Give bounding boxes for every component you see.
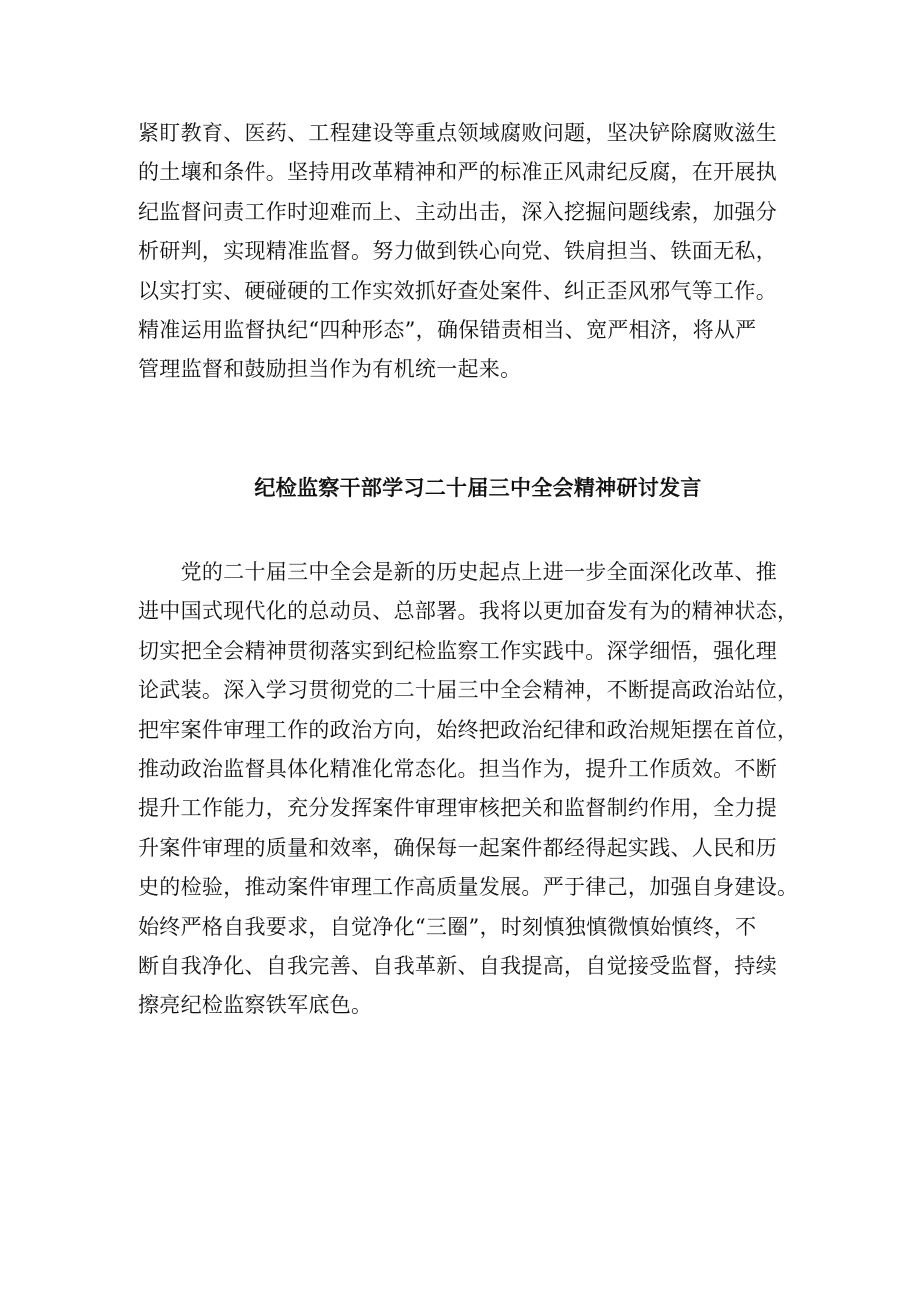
paragraph-line: 析研判，实现精准监督。努力做到铁心向党、铁肩担当、铁面无私， (138, 239, 777, 264)
paragraph-line: 提升工作能力，充分发挥案件审理审核把关和监督制约作用，全力提 (138, 796, 777, 821)
body-paragraph-1 (138, 114, 818, 390)
paragraph-line: 推动政治监督具体化精准化常态化。担当作为，提升工作质效。不断 (138, 757, 777, 782)
paragraph-line: 以实打实、硬碰硬的工作实效抓好查处案件、纠正歪风邪气等工作。 (138, 278, 777, 303)
paragraph-line: 精准运用监督执纪“四种形态”，确保错责相当、宽严相济，将从严 (138, 318, 757, 343)
paragraph-line: 切实把全会精神贯彻落实到纪检监察工作实践中。深学细悟，强化理 (138, 638, 777, 663)
paragraph-line: 的土壤和条件。坚持用改革精神和严的标准正风肃纪反腐，在开展执 (138, 160, 777, 185)
paragraph-line: 史的检验，推动案件审理工作高质量发展。严于律己，加强自身建设。 (138, 875, 799, 900)
paragraph-line: 纪监督问责工作时迎难而上、主动出击，深入挖掘问题线索，加强分 (138, 199, 777, 224)
paragraph-line: 把牢案件审理工作的政治方向，始终把政治纪律和政治规矩摆在首位， (138, 717, 799, 742)
body-paragraph-2 (138, 553, 818, 1026)
paragraph-line: 升案件审理的质量和效率，确保每一起案件都经得起实践、人民和历 (138, 835, 777, 860)
paragraph-line: 紧盯教育、医药、工程建设等重点领域腐败问题，坚决铲除腐败滋生 (138, 121, 777, 145)
section-heading: 纪检监察干部学习二十届三中全会精神研讨发言 (254, 476, 702, 500)
paragraph-line: 进中国式现代化的总动员、总部署。我将以更加奋发有为的精神状态， (138, 599, 799, 624)
paragraph-line: 党的二十届三中全会是新的历史起点上进一步全面深化改革、推 (138, 560, 777, 584)
paragraph-line: 始终严格自我要求，自觉净化“三圈”，时刻慎独慎微慎始慎终，不 (138, 914, 757, 939)
paragraph-line: 管理监督和鼓励担当作为有机统一起来。 (138, 357, 522, 382)
paragraph-line: 论武装。深入学习贯彻党的二十届三中全会精神，不断提高政治站位， (138, 678, 799, 703)
paragraph-line: 断自我净化、自我完善、自我革新、自我提高，自觉接受监督，持续 (138, 954, 777, 979)
paragraph-line: 擦亮纪检监察铁军底色。 (138, 993, 373, 1018)
